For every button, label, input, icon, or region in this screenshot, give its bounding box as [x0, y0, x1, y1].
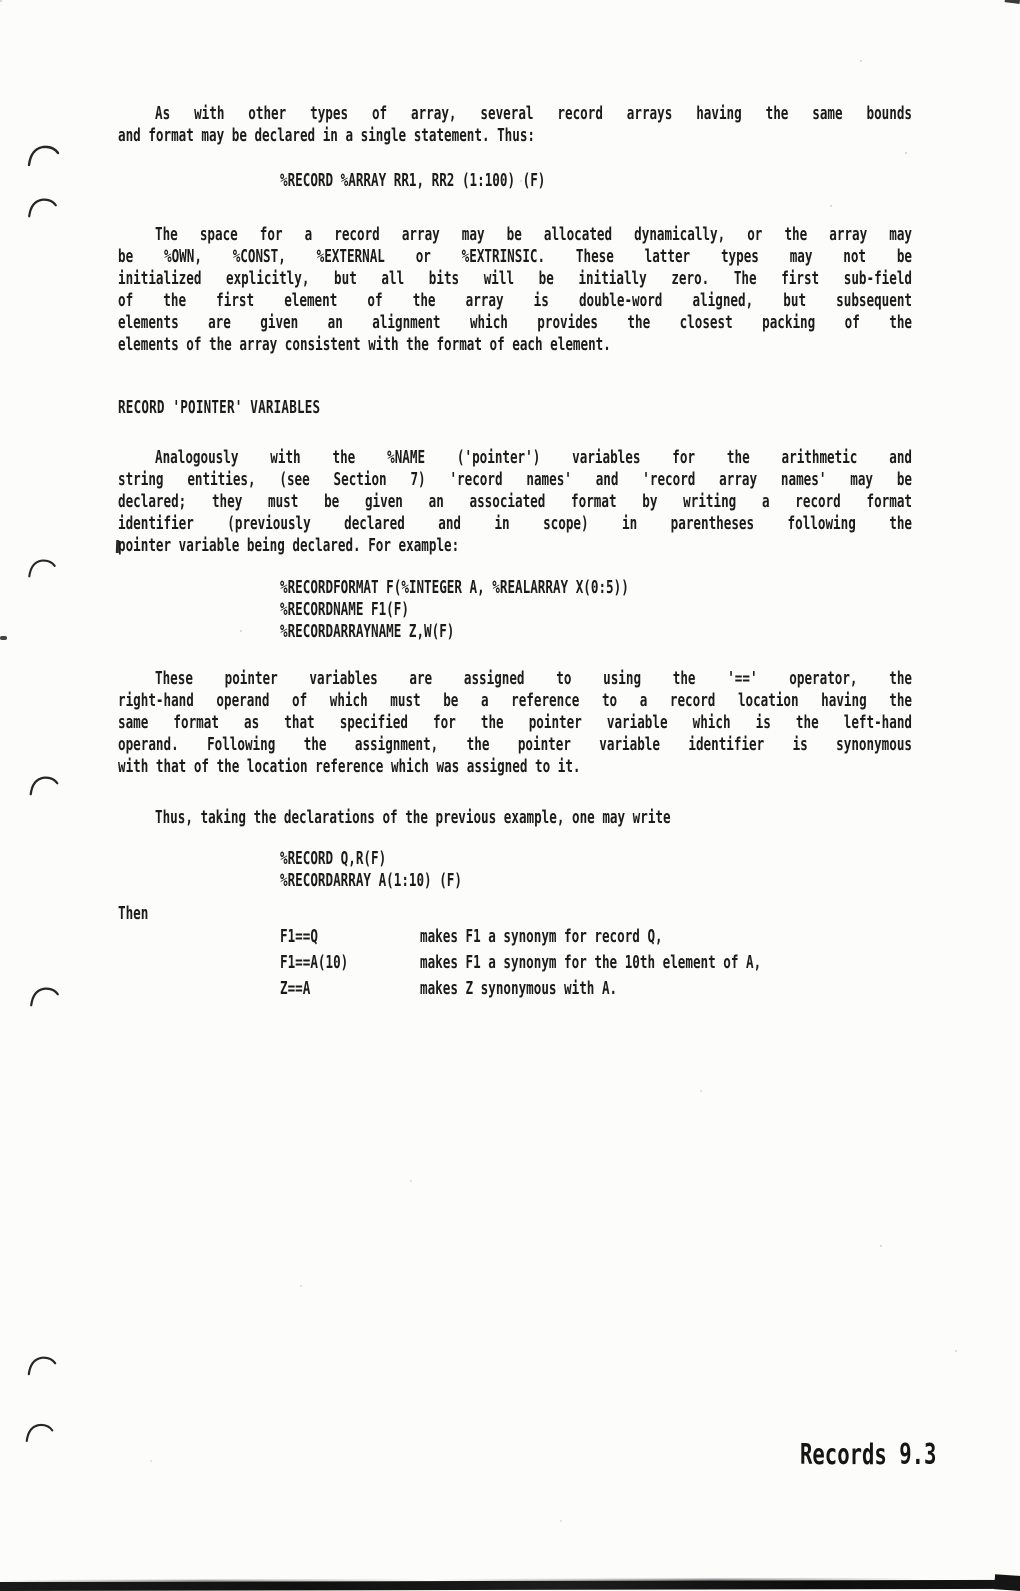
- paragraph-line: As with other types of array, several record arrays having the same bounds: [155, 102, 912, 124]
- code-example: [280, 577, 912, 643]
- synonym-description: makes F1 a synonym for the 10th element of A,: [420, 951, 762, 973]
- section-heading-text: RECORD 'POINTER' VARIABLES: [118, 396, 321, 418]
- paragraph-line: elements of the array consistent with the format of each element.: [118, 333, 611, 355]
- paragraph: [118, 807, 912, 829]
- synonym-code: F1==Q: [280, 925, 318, 947]
- paragraph-line: right-hand operand of which must be a reference to a record location having the: [118, 689, 912, 711]
- margin-arc-mark: [27, 558, 57, 579]
- paragraph-line: operand. Following the assignment, the pointer variable identifier is synonymous: [118, 733, 912, 755]
- page-body: [118, 0, 912, 1591]
- paragraph-line: with that of the location reference which was assigned to it.: [118, 755, 581, 777]
- paragraph-line: and format may be declared in a single statement. Thus:: [118, 124, 536, 146]
- synonym-table: [280, 924, 912, 1002]
- synonym-description: makes Z synonymous with A.: [420, 977, 618, 999]
- corner-scan-mark: [1005, 0, 1020, 4]
- margin-arc-mark: [27, 197, 58, 219]
- synonym-description: makes F1 a synonym for record Q,: [420, 925, 663, 947]
- margin-arc-mark: [27, 144, 60, 168]
- paragraph-line: declared; they must be given an associated format by writing a record format: [118, 490, 912, 512]
- paragraph-line: same format as that specified for the pointer variable which is the left-hand: [118, 711, 912, 733]
- paragraph-line: pointer variable being declared. For example:: [118, 534, 460, 556]
- paragraph-line: string entities, (see Section 7) 'record names' and 'record array names' may be: [118, 468, 912, 490]
- synonym-code: F1==A(10): [280, 951, 349, 973]
- code-line: %RECORDARRAY A(1:10) (F): [280, 869, 462, 891]
- code-line: %RECORDFORMAT F(%INTEGER A, %REALARRAY X(0:5)): [280, 576, 629, 598]
- margin-arc-mark: [27, 1355, 57, 1377]
- edge-speck-mark: [0, 636, 7, 640]
- then-label-text: Then: [118, 902, 149, 924]
- code-line: %RECORDNAME F1(F): [280, 598, 409, 620]
- margin-arc-mark: [29, 986, 60, 1008]
- paragraph-line: initialized explicitly, but all bits will be initially zero. The first sub-field: [118, 267, 912, 289]
- code-line: %RECORD %ARRAY RR1, RR2 (1:100) (F): [280, 169, 546, 191]
- paragraph-line: be %OWN, %CONST, %EXTERNAL or %EXTRINSIC. These latter types may not be: [118, 245, 912, 267]
- page-footer: Records 9.3: [800, 1437, 937, 1472]
- paragraph: [118, 668, 912, 778]
- code-example: [280, 848, 912, 892]
- synonym-table-row: [280, 970, 912, 1007]
- paragraph: [118, 103, 912, 147]
- synonym-code: Z==A: [280, 977, 311, 999]
- margin-arc-mark: [25, 1422, 54, 1444]
- paragraph: [118, 224, 912, 356]
- paragraph-line: Thus, taking the declarations of the previous example, one may write: [155, 806, 671, 828]
- code-line: %RECORDARRAYNAME Z,W(F): [280, 620, 455, 642]
- section-heading: [118, 397, 912, 419]
- code-example: [280, 170, 912, 192]
- paragraph-line: The space for a record array may be allocated dynamically, or the array may: [155, 223, 912, 245]
- paragraph-line: identifier (previously declared and in scope) in parentheses following the: [118, 512, 912, 534]
- paragraph: [118, 447, 912, 557]
- paragraph-line: of the first element of the array is double-word aligned, but subsequent: [118, 289, 912, 311]
- paragraph-line: These pointer variables are assigned to using the '==' operator, the: [155, 667, 912, 689]
- code-line: %RECORD Q,R(F): [280, 847, 387, 869]
- paragraph-line: elements are given an alignment which provides the closest packing of the: [118, 311, 912, 333]
- scan-noise-specks: [0, 0, 2, 2]
- paragraph-line: Analogously with the %NAME ('pointer') variables for the arithmetic and: [155, 446, 912, 468]
- margin-arc-mark: [27, 775, 61, 797]
